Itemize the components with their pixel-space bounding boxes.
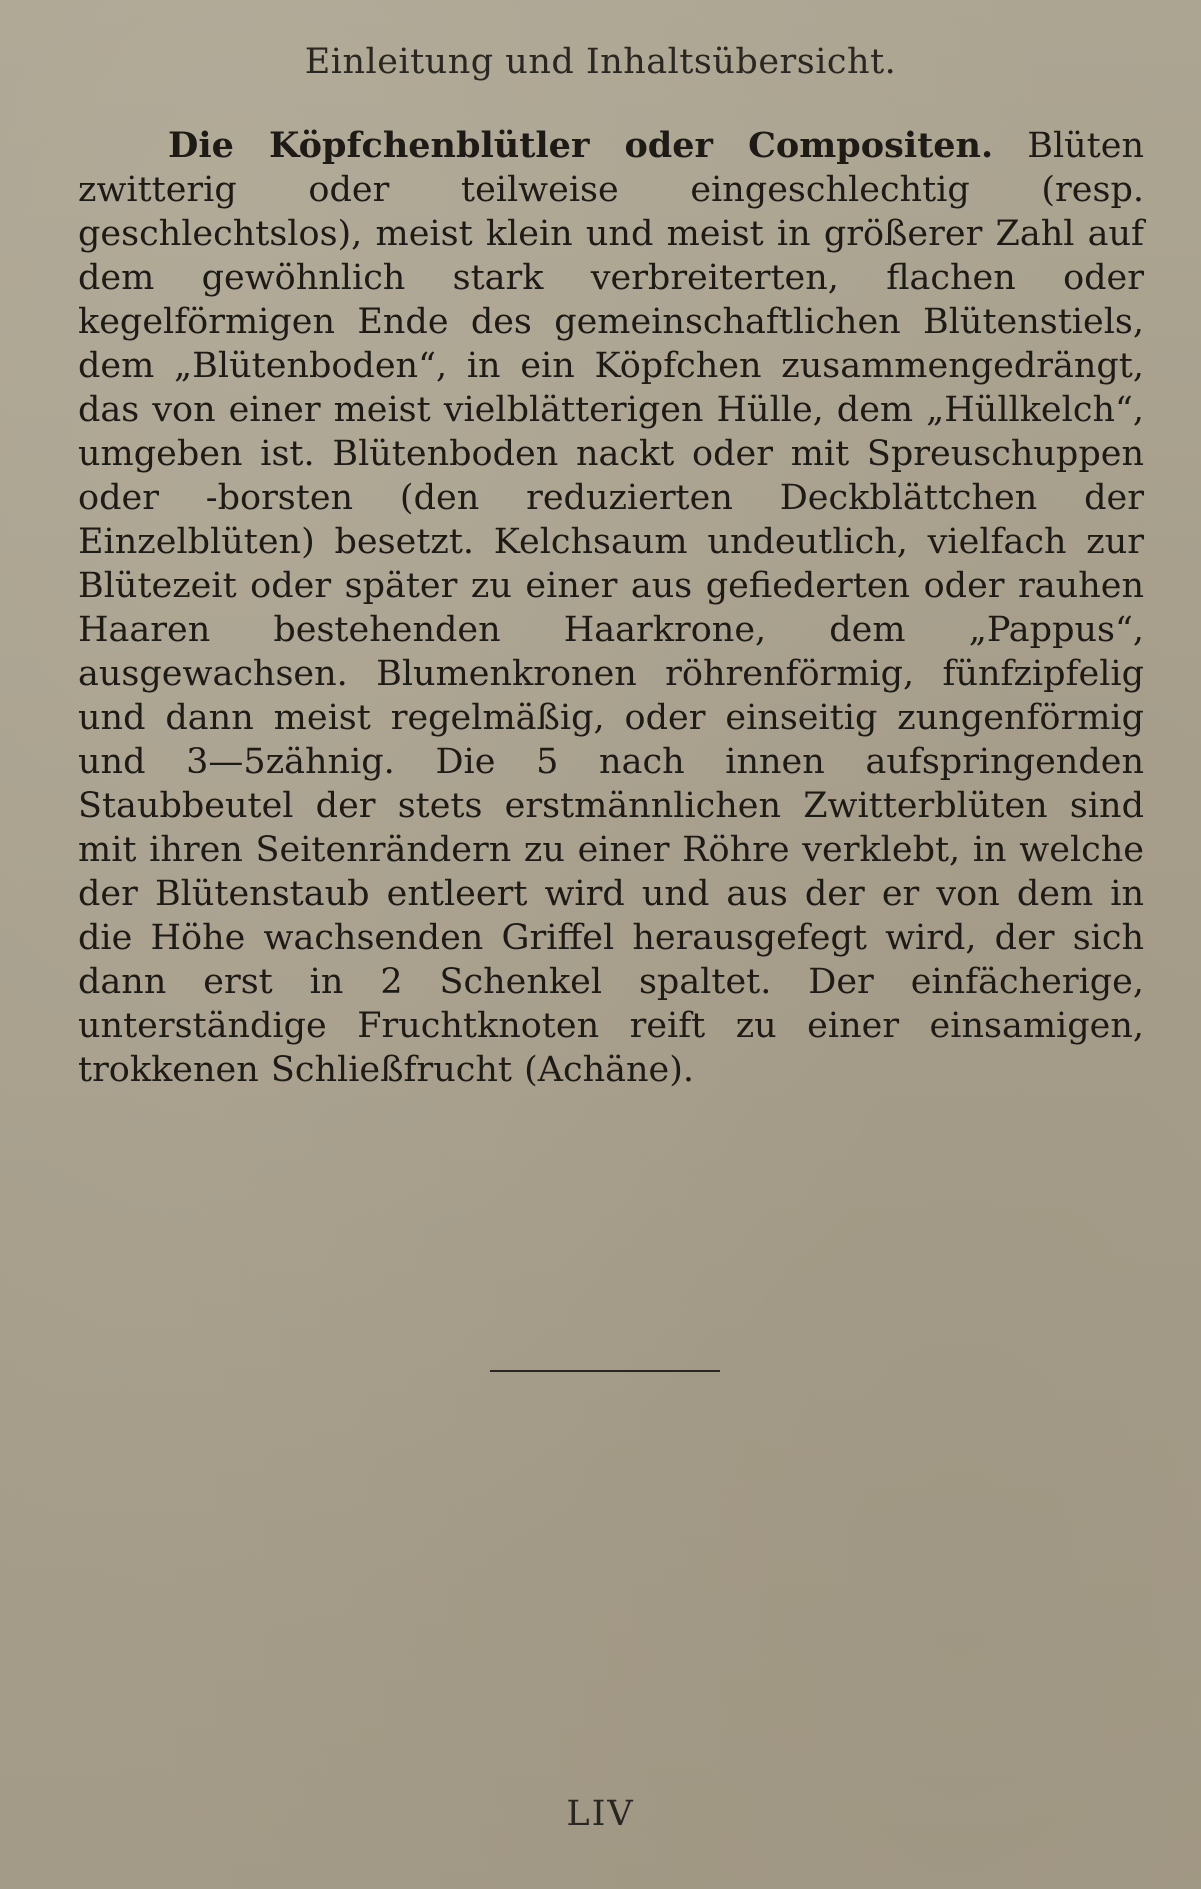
section-divider xyxy=(490,1370,720,1372)
body-paragraph xyxy=(78,124,1144,1092)
page-number: LIV xyxy=(566,1794,635,1834)
paragraph-text: Blüten zwitterig oder teilweise eingeschlechtig (resp. geschlechtslos), meist klein und meist in größerer Zahl auf dem gewöhnlich stark verbreiterten, flachen oder kegelförmigen Ende des gemeinschaftlichen Blütenstiels, dem „Blütenboden“, in ein Köpfchen zusammengedrängt, das von einer meist vielblätterigen Hülle, dem „Hüllkelch“, umgeben ist. Blütenboden nackt oder mit Spreuschuppen oder -borsten (den reduzierten Deckblättchen der Einzelblüten) besetzt. Kelchsaum undeutlich, vielfach zur Blütezeit oder später zu einer aus gefiederten oder rauhen Haaren bestehenden Haarkrone, dem „Pappus“, ausgewachsen. Blumenkronen röhrenförmig, fünfzipfelig und dann meist regelmäßig, oder einseitig zungenförmig und 3—5zähnig. Die 5 nach innen aufspringenden Staubbeutel der stets erstmännlichen Zwitterblüten sind mit ihren Seitenrändern zu einer Röhre verklebt, in welche der Blütenstaub entleert wird und aus der er von dem in die Höhe wachsenden Griffel herausgefegt wird, der sich dann erst in 2 Schenkel spaltet. Der einfächerige, unterständige Fruchtknoten reift zu einer einsamigen, trokkenen Schließfrucht (Achäne). xyxy=(78,126,1144,1090)
section-heading: Die Köpfchenblütler oder Compositen. xyxy=(168,125,994,166)
running-head: Einleitung und Inhaltsübersicht. xyxy=(304,42,897,82)
